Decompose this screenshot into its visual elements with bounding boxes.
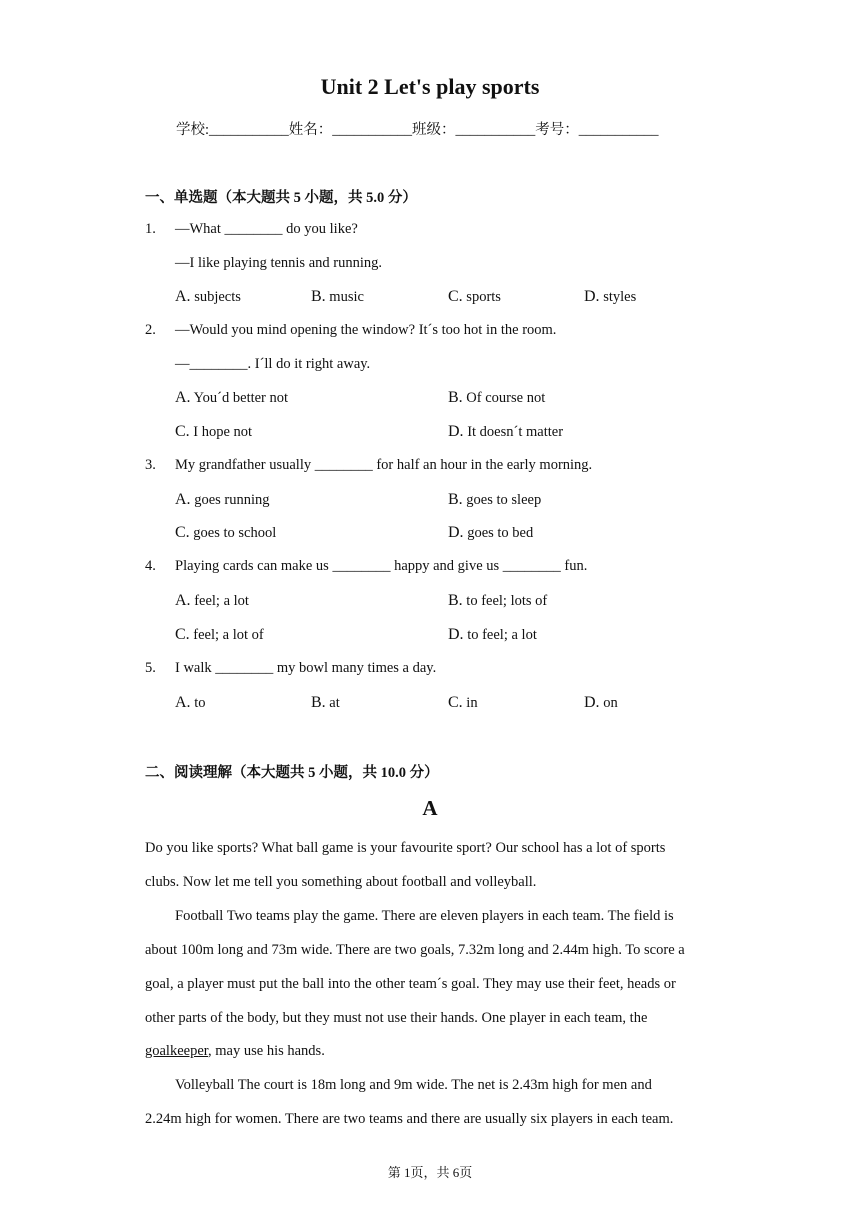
page-footer: 第 1页，共 6页	[387, 1165, 473, 1180]
class-field: 班级：___________	[412, 122, 536, 138]
passage-line: other parts of the body, but they must not use their hands. One player in each team, the	[145, 1010, 648, 1026]
question-text: Playing cards can make us ________ happy and give us ________ fun.	[175, 558, 588, 574]
question-number: 1.	[145, 221, 156, 237]
question-number: 4.	[145, 558, 156, 574]
option-d[interactable]: D. styles	[584, 288, 637, 305]
option-d[interactable]: D. on	[584, 694, 618, 711]
question-text: My grandfather usually ________ for half an hour in the early morning.	[175, 457, 593, 473]
option-d[interactable]: D. to feel; a lot	[448, 626, 537, 643]
option-a[interactable]: A. feel; a lot	[175, 592, 249, 609]
option-b[interactable]: B. to feel; lots of	[448, 592, 548, 609]
question-number: 5.	[145, 660, 156, 676]
question-text: —________. Iˊll do it right away.	[175, 356, 371, 372]
question-text: —I like playing tennis and running.	[175, 255, 382, 271]
passage-line: about 100m long and 73m wide. There are two goals, 7.32m long and 2.44m high. To score a	[145, 942, 685, 958]
option-a[interactable]: A. goes running	[175, 491, 270, 508]
passage-line: Football Two teams play the game. There are eleven players in each team. The field is	[175, 908, 674, 924]
section-heading-single-choice: 一、单选题（本大题共 5 小题，共 5.0 分）	[145, 190, 417, 206]
option-d[interactable]: D. It doesnˊt matter	[448, 423, 564, 440]
question-number: 2.	[145, 322, 156, 338]
option-c[interactable]: C. goes to school	[175, 524, 277, 541]
passage-line: Volleyball The court is 18m long and 9m wide. The net is 2.43m high for men and	[175, 1077, 652, 1093]
school-field: 学校:___________	[176, 122, 289, 138]
question-text: —What ________ do you like?	[175, 221, 358, 237]
passage-line: goalkeeper, may use his hands.	[145, 1043, 325, 1059]
passage-line: 2.24m high for women. There are two teams and there are usually six players in each team.	[145, 1111, 674, 1127]
passage-line: clubs. Now let me tell you something about football and volleyball.	[145, 874, 537, 890]
option-b[interactable]: B. Of course not	[448, 389, 546, 406]
passage-title: A	[422, 796, 438, 820]
name-field: 姓名：___________	[288, 122, 413, 138]
passage-line: Do you like sports? What ball game is your favourite sport? Our school has a lot of sports	[145, 840, 666, 856]
option-c[interactable]: C. sports	[448, 288, 501, 305]
question-text: I walk ________ my bowl many times a day.	[175, 660, 437, 676]
passage-line: goal, a player must put the ball into the other teamˊs goal. They may use their feet, heads or	[145, 976, 676, 992]
option-c[interactable]: C. I hope not	[175, 423, 253, 440]
option-c[interactable]: C. in	[448, 694, 478, 711]
option-b[interactable]: B. music	[311, 288, 364, 305]
option-c[interactable]: C. feel; a lot of	[175, 626, 264, 643]
option-a[interactable]: A. subjects	[175, 288, 241, 305]
option-b[interactable]: B. goes to sleep	[448, 491, 542, 508]
option-a[interactable]: A. Youˊd better not	[175, 389, 289, 406]
option-a[interactable]: A. to	[175, 694, 206, 711]
student-info-line	[176, 118, 659, 139]
question-text: —Would you mind opening the window? Itˊs too hot in the room.	[175, 322, 557, 338]
underlined-word: goalkeeper	[145, 1043, 209, 1059]
option-b[interactable]: B. at	[311, 694, 340, 711]
exam-number-field: 考号：___________	[535, 122, 659, 138]
option-d[interactable]: D. goes to bed	[448, 524, 534, 541]
page-title: Unit 2 Let's play sports	[320, 74, 540, 99]
question-number: 3.	[145, 457, 156, 473]
section-heading-reading: 二、阅读理解（本大题共 5 小题，共 10.0 分）	[145, 765, 439, 781]
